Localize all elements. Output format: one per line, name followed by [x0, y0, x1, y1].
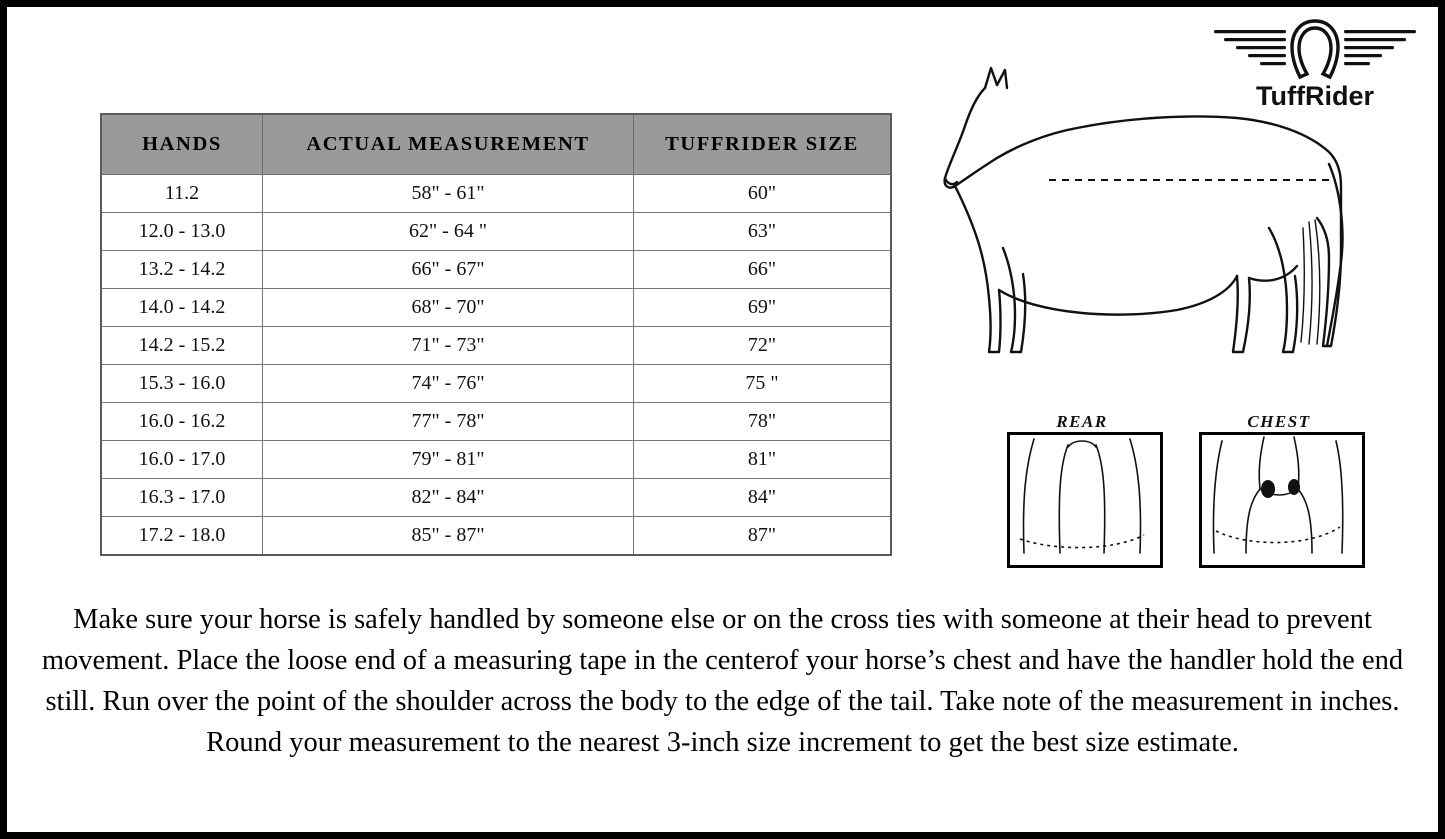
instructions-text: Make sure your horse is safely handled by someone else or on the cross ties with someone at their head to prevent movement. Place the loose end of a measuring tape in the centerof your horse’s chest and have the handler hold the end still. Run over the point of the shoulder across the body to the edge of the tail. Take note of the measurement in inches. Round your measurement to the nearest 3-inch size increment to get the best size estimate. — [41, 604, 1404, 758]
cell-hands: 11.2 — [101, 175, 263, 213]
table-row — [101, 213, 891, 251]
cell-hands: 17.2 - 18.0 — [101, 517, 263, 556]
cell-size: 84" — [634, 479, 892, 517]
cell-size: 81" — [634, 441, 892, 479]
cell-actual: 66" - 67" — [263, 251, 634, 289]
table-row — [101, 365, 891, 403]
size-chart-table — [100, 113, 892, 556]
rear-caption: REAR — [1056, 412, 1108, 431]
column-header-hands: HANDS — [101, 114, 263, 175]
table-row — [101, 289, 891, 327]
cell-actual: 82" - 84" — [263, 479, 634, 517]
cell-size: 78" — [634, 403, 892, 441]
cell-size: 60" — [634, 175, 892, 213]
cell-hands: 14.0 - 14.2 — [101, 289, 263, 327]
cell-hands: 16.3 - 17.0 — [101, 479, 263, 517]
table-row — [101, 479, 891, 517]
cell-hands: 13.2 - 14.2 — [101, 251, 263, 289]
cell-hands: 14.2 - 15.2 — [101, 327, 263, 365]
cell-hands: 16.0 - 17.0 — [101, 441, 263, 479]
cell-size: 66" — [634, 251, 892, 289]
cell-size: 69" — [634, 289, 892, 327]
table-header-row — [101, 114, 891, 175]
cell-size: 63" — [634, 213, 892, 251]
rear-view-diagram — [1007, 432, 1163, 568]
chest-view-diagram — [1199, 432, 1365, 568]
column-header-tuffrider-size: TUFFRIDER SIZE — [634, 114, 892, 175]
table-body — [101, 175, 891, 556]
cell-hands: 12.0 - 13.0 — [101, 213, 263, 251]
cell-size: 87" — [634, 517, 892, 556]
cell-size: 72" — [634, 327, 892, 365]
table-row — [101, 327, 891, 365]
table-row — [101, 441, 891, 479]
cell-actual: 77" - 78" — [263, 403, 634, 441]
cell-actual: 62" - 64 " — [263, 213, 634, 251]
cell-actual: 71" - 73" — [263, 327, 634, 365]
table-row — [101, 175, 891, 213]
cell-hands: 16.0 - 16.2 — [101, 403, 263, 441]
column-header-actual-measurement: ACTUAL MEASUREMENT — [263, 114, 634, 175]
cell-actual: 68" - 70" — [263, 289, 634, 327]
horse-side-profile-diagram — [937, 52, 1367, 392]
cell-actual: 85" - 87" — [263, 517, 634, 556]
cell-actual: 58" - 61" — [263, 175, 634, 213]
table-row — [101, 403, 891, 441]
chest-caption: CHEST — [1247, 412, 1311, 431]
cell-hands: 15.3 - 16.0 — [101, 365, 263, 403]
cell-size: 75 " — [634, 365, 892, 403]
cell-actual: 74" - 76" — [263, 365, 634, 403]
table-row — [101, 251, 891, 289]
cell-actual: 79" - 81" — [263, 441, 634, 479]
table-row — [101, 517, 891, 556]
brand-name: TuffRider — [1256, 81, 1374, 111]
